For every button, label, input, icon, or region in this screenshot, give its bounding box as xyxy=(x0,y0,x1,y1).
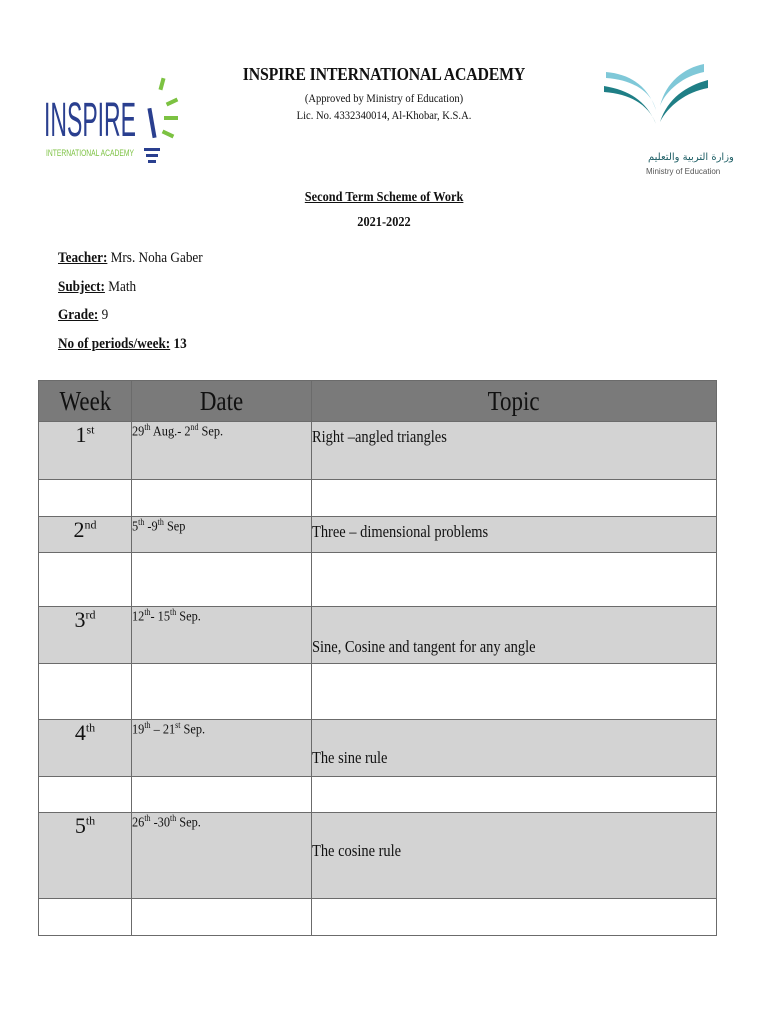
teacher-label: Teacher: xyxy=(58,250,108,266)
teacher-info xyxy=(58,244,222,358)
teacher-value: Mrs. Noha Gaber xyxy=(110,250,203,266)
date-cell: 5th -9th Sep xyxy=(132,517,312,553)
table-row xyxy=(39,480,717,517)
date-cell: 12th- 15th Sep. xyxy=(132,607,312,664)
school-header xyxy=(0,64,768,123)
teacher-row xyxy=(58,244,203,273)
header-week: Week xyxy=(39,381,132,422)
topic-cell: Three – dimensional problems xyxy=(312,517,717,553)
table-row xyxy=(39,607,717,664)
table-row xyxy=(39,720,717,777)
subject-row xyxy=(58,273,203,302)
topic-cell: The cosine rule xyxy=(312,813,717,899)
topic-cell: The sine rule xyxy=(312,720,717,777)
table-row xyxy=(39,777,717,813)
date-cell: 19th – 21st Sep. xyxy=(132,720,312,777)
table-row xyxy=(39,664,717,720)
scheme-heading xyxy=(0,190,768,231)
table-row xyxy=(39,899,717,936)
grade-label: Grade: xyxy=(58,307,99,323)
date-cell: 29th Aug.- 2nd Sep. xyxy=(132,422,312,480)
topic-cell: Right –angled triangles xyxy=(312,422,717,480)
periods-value: 13 xyxy=(173,335,187,352)
header-topic: Topic xyxy=(312,381,717,422)
date-cell: 26th -30th Sep. xyxy=(132,813,312,899)
subject-label: Subject: xyxy=(58,278,105,295)
periods-row xyxy=(58,330,203,359)
grade-row xyxy=(58,301,203,330)
license-line: Lic. No. 4332340014, Al-Khobar, K.S.A. xyxy=(296,108,472,122)
scheme-year: 2021-2022 xyxy=(357,215,411,230)
week-cell: 5th xyxy=(39,813,132,899)
topic-cell: Sine, Cosine and tangent for any angle xyxy=(312,607,717,664)
table-row xyxy=(39,422,717,480)
week-cell: 2nd xyxy=(39,517,132,553)
week-cell: 4th xyxy=(39,720,132,777)
ministry-arabic: وزارة التربية والتعليم xyxy=(648,152,734,163)
table-row xyxy=(39,517,717,553)
scheme-table xyxy=(38,380,717,936)
table-header-row xyxy=(39,381,717,422)
logo-word: INSPIRE xyxy=(44,94,136,147)
scheme-title: Second Term Scheme of Work xyxy=(304,190,464,205)
header-date: Date xyxy=(132,381,312,422)
table-row xyxy=(39,813,717,899)
approval-line: (Approved by Ministry of Education) xyxy=(304,91,464,105)
ministry-english: Ministry of Education xyxy=(646,167,721,176)
periods-label: No of periods/week: xyxy=(58,335,171,352)
logo-subtitle: INTERNATIONAL ACADEMY xyxy=(46,148,134,158)
week-cell: 3rd xyxy=(39,607,132,664)
table-row xyxy=(39,553,717,607)
grade-value: 9 xyxy=(101,307,109,323)
school-name: INSPIRE INTERNATIONAL ACADEMY xyxy=(242,64,526,84)
week-cell: 1st xyxy=(39,422,132,480)
subject-value: Math xyxy=(108,278,137,295)
